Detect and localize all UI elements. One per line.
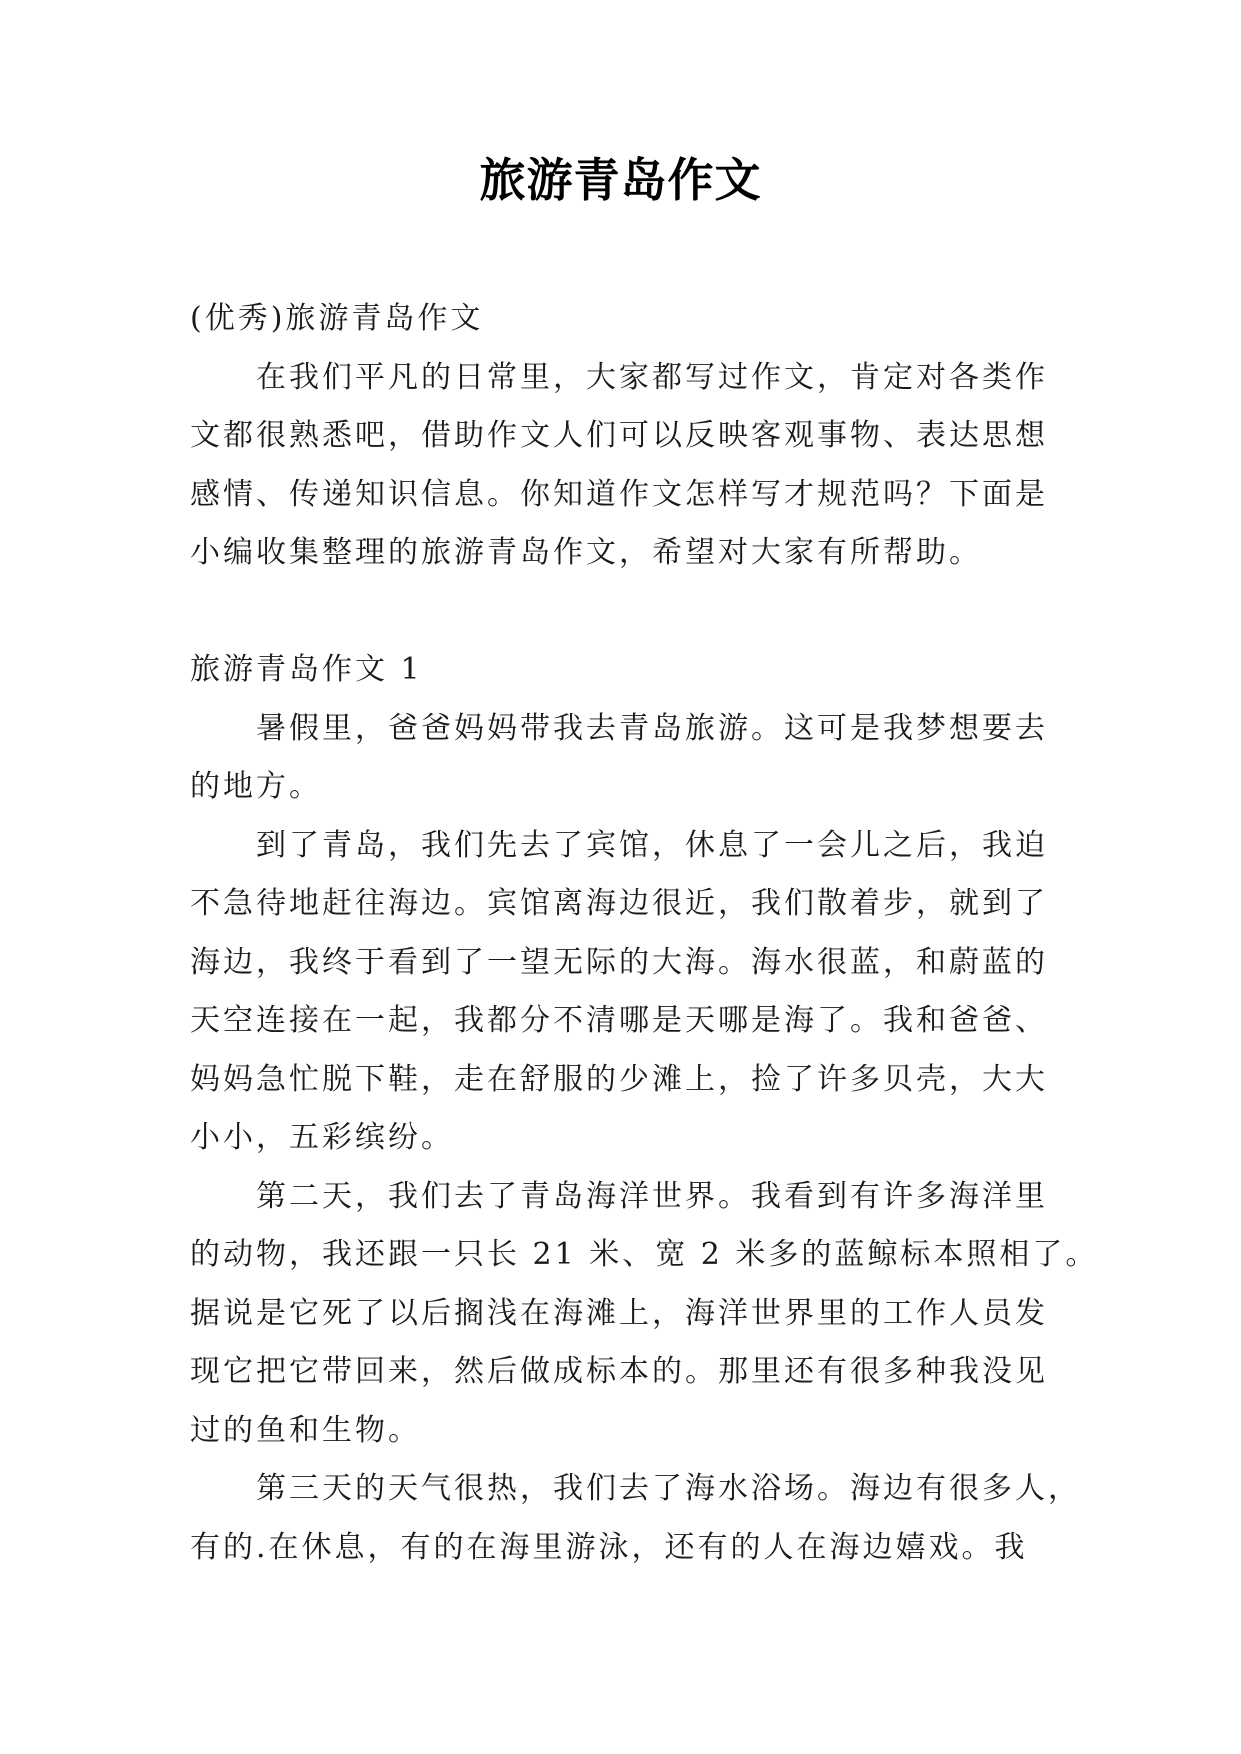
- text-line: 的动物，我还跟一只长 21 米、宽 2 米多的蓝鲸标本照相了。: [190, 1237, 1099, 1272]
- text-line: 暑假里，爸爸妈妈带我去青岛旅游。这可是我梦想要去: [256, 710, 1048, 746]
- text-line: 第三天的天气很热，我们去了海水浴场。海边有很多人，: [256, 1471, 1081, 1506]
- text-line: 第二天，我们去了青岛海洋世界。我看到有许多海洋里: [256, 1178, 1048, 1214]
- document-title: 旅游青岛作文: [479, 153, 762, 207]
- document-subtitle: (优秀)旅游青岛作文: [190, 301, 484, 336]
- text-line: 文都很熟悉吧，借助作文人们可以反映客观事物、表达思想: [190, 418, 1048, 453]
- intro-paragraph: [190, 349, 1090, 583]
- document-body: [190, 290, 1099, 1577]
- text-line: 妈妈急忙脱下鞋，走在舒服的少滩上，捡了许多贝壳，大大: [190, 1061, 1048, 1097]
- text-line: 小编收集整理的旅游青岛作文，希望对大家有所帮助。: [190, 535, 982, 570]
- paragraph: [190, 1460, 1090, 1577]
- text-line: 现它把它带回来，然后做成标本的。那里还有很多种我没见: [190, 1354, 1048, 1389]
- text-line: 的地方。: [190, 769, 322, 804]
- text-line: 到了青岛，我们先去了宾馆，休息了一会儿之后，我迫: [256, 827, 1048, 863]
- paragraph: [190, 817, 1090, 1168]
- paragraph: [190, 700, 1090, 817]
- text-line: 有的.在休息，有的在海里游泳，还有的人在海边嬉戏。我: [190, 1529, 1028, 1565]
- text-line: 感情、传递知识信息。你知道作文怎样写才规范吗？下面是: [190, 476, 1048, 512]
- text-line: 海边，我终于看到了一望无际的大海。海水很蓝，和蔚蓝的: [190, 944, 1048, 980]
- text-line: 天空连接在一起，我都分不清哪是天哪是海了。我和爸爸、: [190, 1003, 1048, 1038]
- text-line: 在我们平凡的日常里，大家都写过作文，肯定对各类作: [256, 359, 1048, 395]
- paragraph: [190, 1168, 1099, 1461]
- text-line: 不急待地赶往海边。宾馆离海边很近，我们散着步，就到了: [190, 886, 1048, 921]
- text-line: 过的鱼和生物。: [190, 1412, 421, 1448]
- text-line: 小小，五彩缤纷。: [190, 1120, 454, 1155]
- section-heading: 旅游青岛作文 1: [190, 652, 423, 687]
- paragraph-gap: [190, 583, 1090, 642]
- text-line: 据说是它死了以后搁浅在海滩上，海洋世界里的工作人员发: [190, 1295, 1048, 1331]
